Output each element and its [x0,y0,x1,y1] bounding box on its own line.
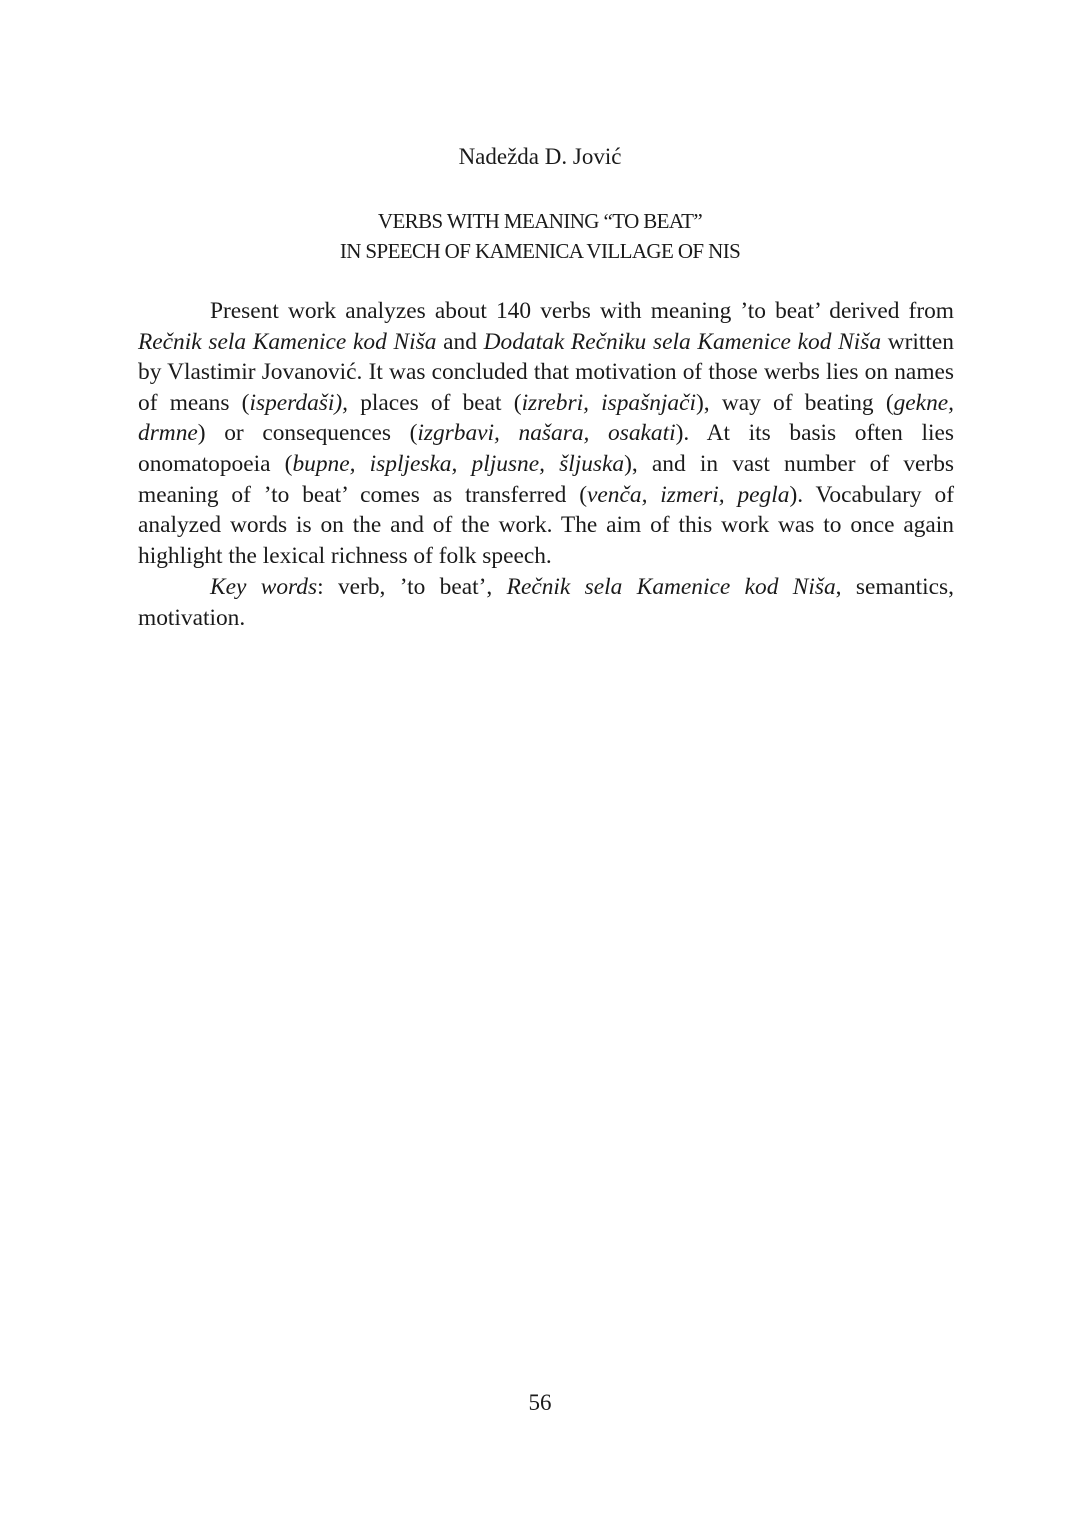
abstract-text: written by Vlastimir Jovanović. It was concluded that motivation of those werbs lies on names of means ( [138,328,954,416]
keywords-paragraph [138,572,954,633]
abstract-text: and [436,328,484,355]
abstract-text: ). At its basis often lies onomatopoeia ( [138,420,954,477]
abstract-text: ) or consequences ( [197,420,418,447]
keywords-text: , semantics, motivation. [138,574,954,631]
author-name: Nadežda D. Jović [458,144,622,169]
abstract-text: ), and in vast number of verbs meaning of ’to beat’ comes as transferred ( [138,450,954,508]
abstract-text: Present work analyzes about 140 verbs with meaning ’to beat’ derived from [210,298,954,324]
abstract-example-words: izrebri, ispašnjači [521,389,697,416]
abstract-paragraph [138,296,954,571]
paper-title-line-1: VERBS WITH MEANING “TO BEAT” [377,209,703,233]
abstract-book-title: Dodatak Rečniku sela Kamenice kod Niša [483,328,882,355]
keywords-text: : verb, ’to beat’, [317,574,507,600]
abstract-text: places of beat ( [348,389,522,416]
keywords-label: Key words [210,574,318,600]
paper-title [0,206,1080,266]
abstract-text: ). Vocabulary of analyzed words is on the and of the work. The aim of this work was to once again highlight the lexical richness of folk speech. [138,481,954,569]
abstract-example-words: gekne, drmne [138,389,954,447]
abstract-text: ), way of beating ( [696,389,894,416]
abstract-example-words: isperdaši), [249,389,349,416]
abstract-book-title: Rečnik sela Kamenice kod Niša [138,328,437,355]
abstract-example-words: venča, izmeri, pegla [587,481,790,508]
page-number: 56 [528,1390,552,1415]
abstract-example-words: izgrbavi, našara, osakati [417,420,676,447]
abstract-example-words: bupne, ispljeska, pljusne, šljuska [292,450,625,477]
paper-title-line-2: IN SPEECH OF KAMENICA VILLAGE OF NIS [339,239,741,263]
keywords-book-title: Rečnik sela Kamenice kod Niša [506,574,836,600]
